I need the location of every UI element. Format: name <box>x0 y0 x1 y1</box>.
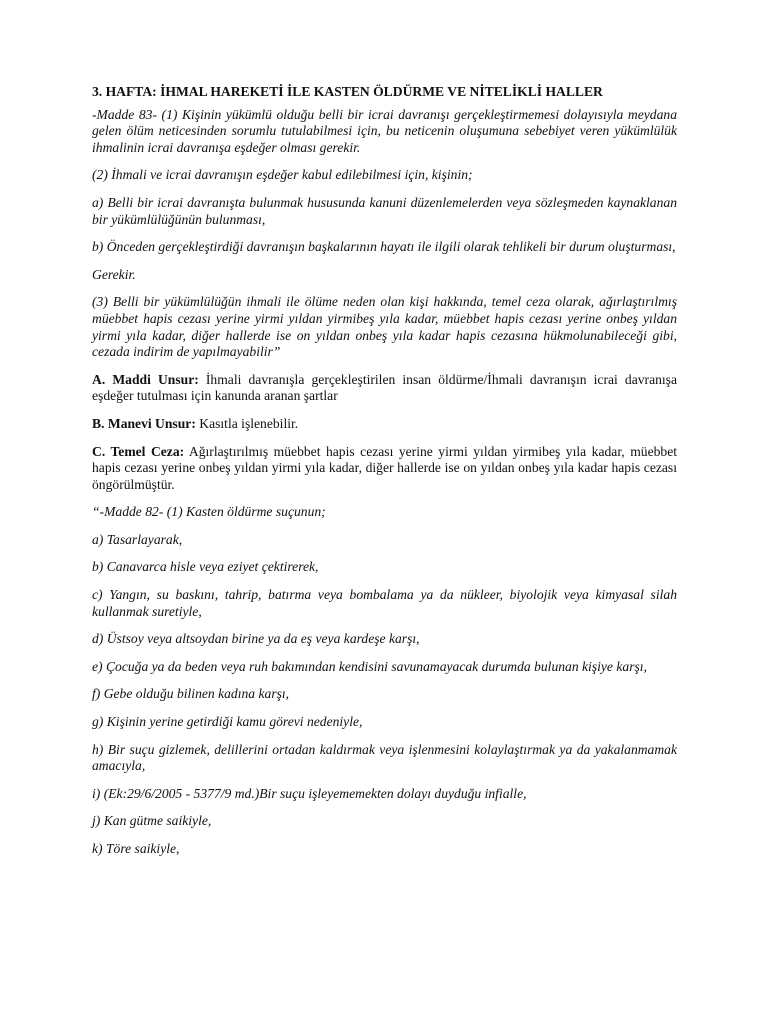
article-82-item: k) Töre saikiyle, <box>92 841 180 856</box>
material-element <box>92 372 677 405</box>
base-penalty <box>92 444 677 494</box>
article-82-item: a) Tasarlayarak, <box>92 531 183 547</box>
material-element-text: İhmali davranışla gerçekleştirilen insan öldürme/İhmali davranışın icrai davranışa eşdeğer tutulması için kanunda aranan şartlar <box>92 371 678 404</box>
article-82-item: e) Çocuğa ya da beden veya ruh bakımından kendisini savunamayacak durumda bulunan kişiye karşı, <box>92 658 647 674</box>
mental-element-text: Kasıtla işlenebilir. <box>195 415 299 431</box>
article-82-item: d) Üstsoy veya altsoydan birine ya da eş veya kardeşe karşı, <box>92 631 420 647</box>
article-82-item: f) Gebe olduğu bilinen kadına karşı, <box>92 686 290 702</box>
base-penalty-text: Ağırlaştırılmış müebbet hapis cezası yerine yirmi yıldan yirmibeş yıla kadar, müebbet hapis cezası yerine onbeş yıldan yirmi yıla kadar, diğer hallerde ise on yıldan onbeş yıla kadar hapis cezası öngörülmüştür. <box>92 443 678 492</box>
article-82-item: i) (Ek:29/6/2005 - 5377/9 md.)Bir suçu işleyememekten dolayı duyduğu infialle, <box>92 785 527 801</box>
article-82-item: j) Kan gütme saikiyle, <box>92 813 212 829</box>
page-title: 3. HAFTA: İHMAL HAREKETİ İLE KASTEN ÖLDÜRME VE NİTELİKLİ HALLER <box>92 84 603 99</box>
article-82-item: b) Canavarca hisle veya eziyet çektirerek, <box>92 559 319 575</box>
material-element-label: A. Maddi Unsur: <box>92 371 199 387</box>
article-83-gerekir: Gerekir. <box>92 266 136 282</box>
article-82-item: h) Bir suçu gizlemek, delillerini ortadan kaldırmak veya işlenmesini kolaylaştırmak ya da yakalanmamak amacıyla, <box>92 741 677 774</box>
base-penalty-label: C. Temel Ceza: <box>92 443 185 459</box>
document-page <box>92 84 677 869</box>
article-83-item-a: a) Belli bir icrai davranışta bulunmak hususunda kanuni düzenlemelerden veya sözleşmeden kaynaklanan bir yükümlülüğünün bulunması, <box>92 194 677 227</box>
article-83-item-b: b) Önceden gerçekleştirdiği davranışın başkalarının hayatı ile ilgili olarak tehlikeli bir durum oluşturması, <box>92 239 676 255</box>
article-83-paragraph-2: (2) İhmali ve icrai davranışın eşdeğer kabul edilebilmesi için, kişinin; <box>92 167 473 183</box>
mental-element <box>92 416 677 433</box>
mental-element-label: B. Manevi Unsur: <box>92 415 196 431</box>
article-82-intro: “-Madde 82- (1) Kasten öldürme suçunun; <box>92 504 326 520</box>
article-83-paragraph-3: (3) Belli bir yükümlülüğün ihmali ile ölüme neden olan kişi hakkında, temel ceza olarak, ağırlaştırılmış müebbet hapis cezası yerine yirmi yıldan yirmibeş yıla kadar, müebbet hapis cezası yerine onbeş yıldan yirmi yıla kadar, diğer hallerde ise on yıldan onbeş yıla kadar hapis cezasına hükmolunabileceği gibi, cezada indirim de yapılmayabilir” <box>92 294 677 360</box>
article-82-item: g) Kişinin yerine getirdiği kamu görevi nedeniyle, <box>92 714 363 730</box>
article-83-paragraph-1: -Madde 83- (1) Kişinin yükümlü olduğu belli bir icrai davranışı gerçekleştirmemesi dolayısıyla meydana gelen ölüm neticesinden sorumlu tutulabilmesi için, bu neticenin oluşumuna sebebiyet veren yükümlülük ihmalinin icrai davranışa eşdeğer olması gerekir. <box>92 106 677 155</box>
article-82-item: c) Yangın, su baskını, tahrip, batırma veya bombalama ya da nükleer, biyolojik veya kimyasal silah kullanmak suretiyle, <box>92 587 677 619</box>
